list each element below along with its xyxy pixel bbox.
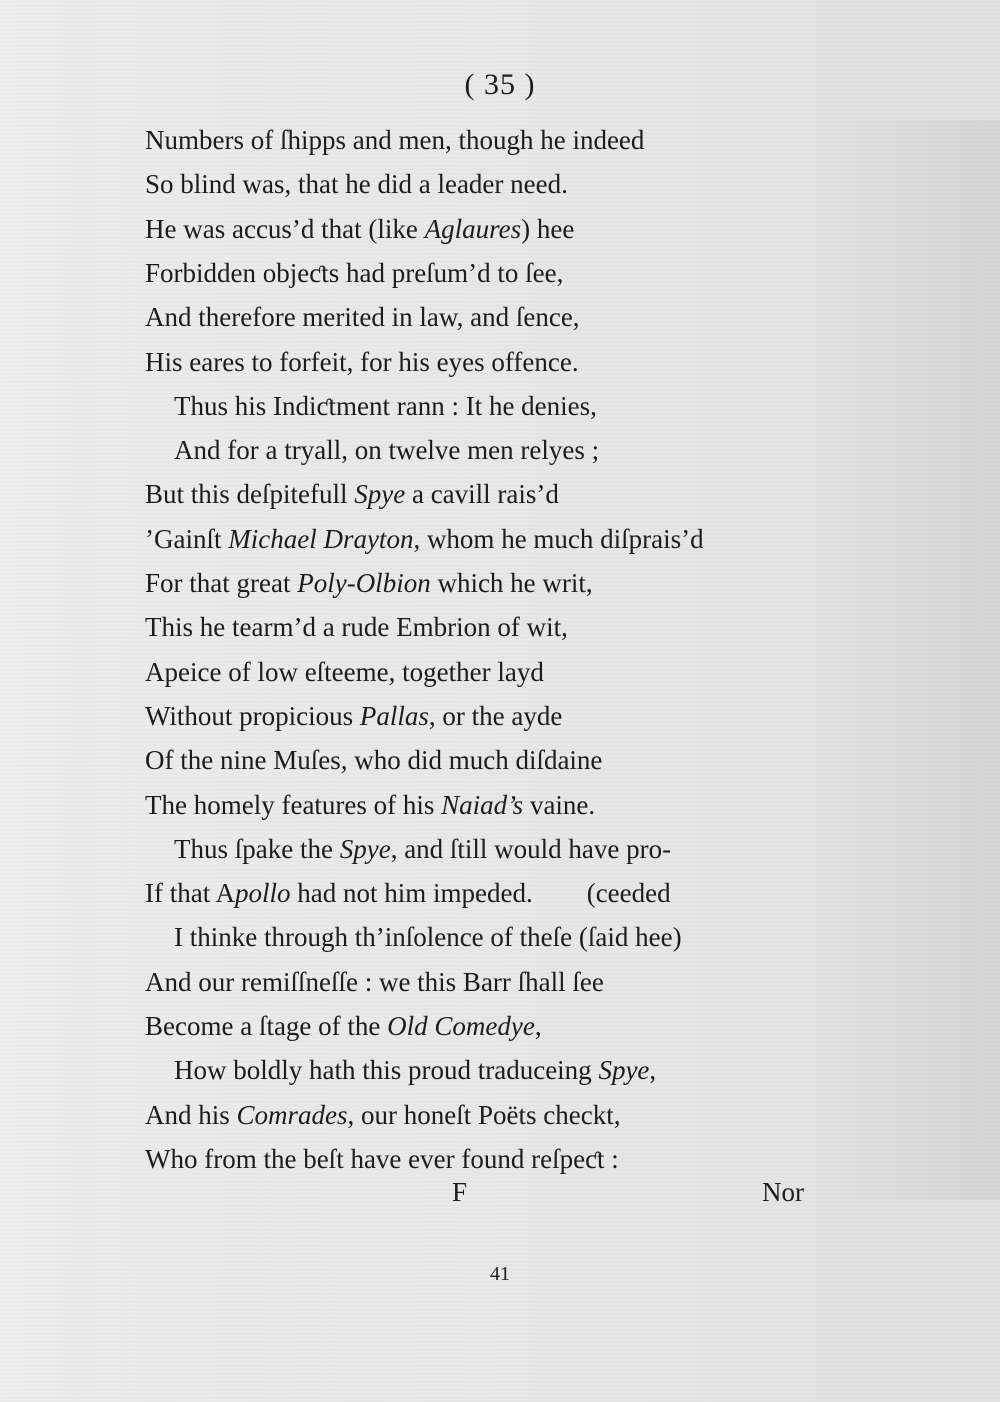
text-segment: And for a tryall, on twelve men relyes ; [174,435,600,466]
verse-line [145,211,574,247]
text-segment: a cavill rais’d [405,479,559,510]
verse-line [145,654,544,690]
text-segment: Thus ſpake the [174,833,340,864]
text-segment: Apeice of low eſteeme, together layd [145,656,544,687]
text-segment: , [534,1011,542,1041]
verse-line [174,831,671,867]
italic-segment: Comrades [236,1099,348,1130]
verse-line [145,787,595,823]
text-segment: So blind was, that he did a leader need. [145,169,568,200]
verse-line [145,964,604,1000]
text-segment: ) hee [521,213,575,244]
italic-segment: Michael Drayton [228,523,414,554]
text-segment: Of the nine Muſes, who did much diſdaine [145,745,603,776]
text-segment: The homely features of his [145,789,442,820]
italic-segment: Spye [339,833,391,864]
text-segment: For that great [145,568,298,598]
italic-segment: Poly-Olbion [297,568,431,598]
verse-line [145,476,559,512]
text-segment: And our remiſſneſſe : we this Barr ſhall ſee [145,966,604,997]
text-segment: vaine. [523,789,596,820]
text-segment: , [649,1055,657,1086]
text-segment: , and ſtill would have pro- [390,833,672,864]
text-segment: , or the ayde [428,700,563,731]
verse-line [145,122,644,158]
text-segment: , whom he much diſprais’d [413,523,704,554]
text-segment: which he writ, [430,568,593,598]
text-segment: Thus his Indiƈtment rann : It he denies, [174,390,597,421]
text-segment: And therefore merited in law, and ſence, [145,302,580,333]
text-segment: But this deſpitefull [145,479,355,510]
italic-segment: Old Comedye [387,1011,535,1041]
show-through-shadow [812,120,1000,1200]
italic-segment: Spye [598,1055,650,1086]
verse-line [145,698,562,734]
text-segment: He was accus’d that (like [145,213,425,244]
signature-mark: F [452,1177,468,1207]
verse-line [174,388,597,424]
page-number: ( 35 ) [464,68,536,101]
text-segment: ’Gainſt [145,523,229,554]
verse-line [145,166,568,202]
italic-segment: Naiad’s [441,789,524,820]
verse-line [174,919,682,955]
verse-line [145,1097,620,1133]
italic-segment: Pallas [359,700,429,731]
verse-line [145,565,593,601]
verse-line [145,344,579,380]
verse-line [145,299,580,335]
text-segment: If that A [145,878,235,909]
italic-segment: pollo [234,878,291,909]
text-segment: And his [145,1099,237,1130]
text-segment: Become a ſtage of the [145,1011,388,1041]
catchword: Nor [762,1177,804,1207]
folio-number: 41 [490,1263,510,1285]
verse-line [145,521,704,557]
italic-segment: Aglaures [424,213,522,244]
text-segment: Forbidden objeƈts had preſum’d to ſee, [145,257,564,288]
text-segment: His eares to forfeit, for his eyes offence. [145,346,579,377]
verse-line [174,1052,656,1088]
verse-line [145,875,671,911]
text-segment: Without propicious [145,700,360,731]
text-segment: This he tearm’d a rude Embrion of wit, [145,612,568,643]
verse-line [174,432,599,468]
verse-line [145,1008,542,1044]
text-segment: How boldly hath this proud traduceing [174,1055,599,1086]
text-segment: had not him impeded. (ceeded [290,878,671,909]
italic-segment: Spye [354,479,406,510]
verse-line [145,609,568,645]
verse-line [145,1141,619,1177]
verse-line [145,255,563,291]
text-segment: , our honeſt Poëts checkt, [347,1099,621,1130]
text-segment: I thinke through th’inſolence of theſe (ſaid hee) [174,922,682,953]
verse-line [145,742,602,778]
text-segment: Numbers of ſhipps and men, though he indeed [145,125,645,155]
text-segment: Who from the beſt have ever found reſpeƈt : [145,1143,619,1174]
